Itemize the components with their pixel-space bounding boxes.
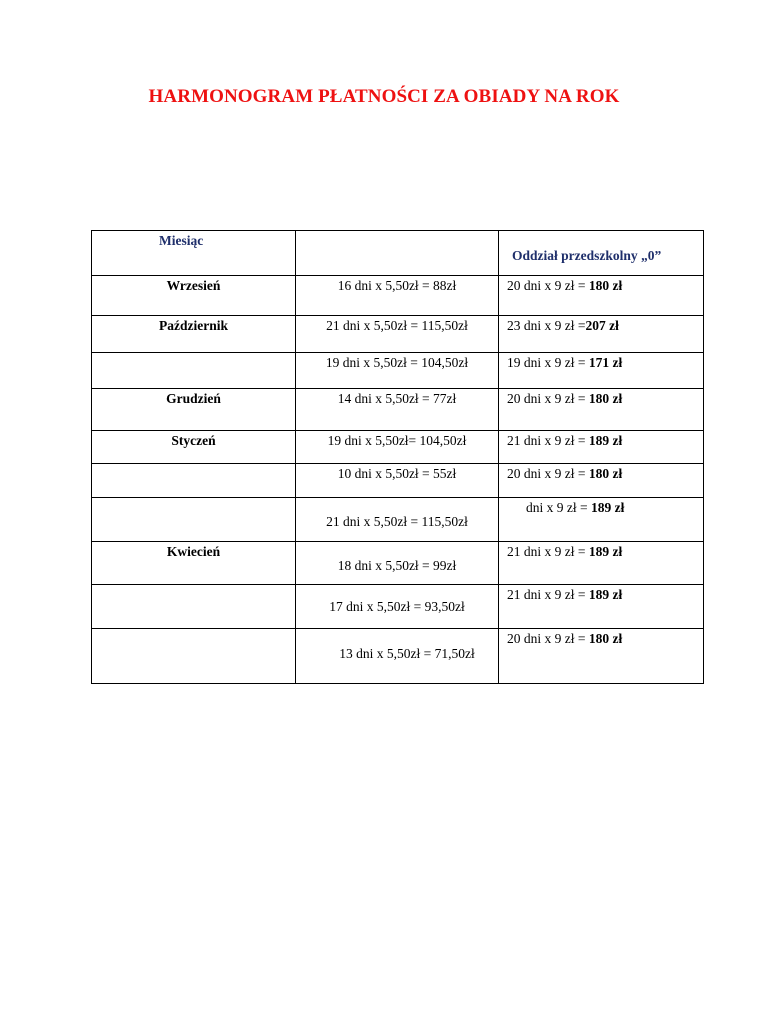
pay-cell [499, 629, 704, 684]
calc-cell: 21 dni x 5,50zł = 115,50zł [296, 498, 499, 542]
month-cell [92, 498, 296, 542]
calc-cell: 19 dni x 5,50zł= 104,50zł [296, 431, 499, 464]
pay-formula: 21 dni x 9 zł = [507, 433, 589, 448]
pay-cell [499, 542, 704, 585]
pay-formula: 21 dni x 9 zł = [507, 544, 589, 559]
month-cell [92, 629, 296, 684]
table-row [92, 389, 704, 431]
pay-cell [499, 464, 704, 498]
pay-cell [499, 276, 704, 316]
month-cell [92, 464, 296, 498]
pay-cell [499, 431, 704, 464]
header-calc [296, 231, 499, 276]
month-cell: Październik [92, 316, 296, 353]
pay-total: 180 zł [588, 391, 623, 406]
page-title: HARMONOGRAM PŁATNOŚCI ZA OBIADY NA ROK [148, 86, 620, 107]
table-header-row [92, 231, 704, 276]
payment-schedule-table [91, 230, 704, 684]
pay-formula: 23 dni x 9 zł = [507, 318, 586, 333]
header-group: Oddział przedszkolny „0” [499, 231, 704, 276]
month-cell: Wrzesień [92, 276, 296, 316]
table-row [92, 629, 704, 684]
calc-cell: 16 dni x 5,50zł = 88zł [296, 276, 499, 316]
calc-cell: 19 dni x 5,50zł = 104,50zł [296, 353, 499, 389]
pay-formula: 20 dni x 9 zł = [507, 391, 589, 406]
calc-cell: 14 dni x 5,50zł = 77zł [296, 389, 499, 431]
calc-cell: 17 dni x 5,50zł = 93,50zł [296, 585, 499, 629]
pay-formula: 20 dni x 9 zł = [507, 278, 589, 293]
month-cell: Kwiecień [92, 542, 296, 585]
month-cell [92, 585, 296, 629]
pay-cell [499, 316, 704, 353]
table-row [92, 464, 704, 498]
pay-total: 189 zł [588, 544, 623, 559]
pay-cell [499, 353, 704, 389]
pay-total: 207 zł [585, 318, 619, 333]
calc-cell: 18 dni x 5,50zł = 99zł [296, 542, 499, 585]
pay-total: 189 zł [588, 587, 623, 602]
pay-cell [499, 498, 704, 542]
table-row [92, 353, 704, 389]
month-cell [92, 353, 296, 389]
table-row [92, 585, 704, 629]
table-row [92, 431, 704, 464]
pay-cell [499, 389, 704, 431]
calc-cell: 21 dni x 5,50zł = 115,50zł [296, 316, 499, 353]
pay-total: 189 zł [590, 500, 625, 515]
pay-cell [499, 585, 704, 629]
calc-cell: 10 dni x 5,50zł = 55zł [296, 464, 499, 498]
calc-cell: 13 dni x 5,50zł = 71,50zł [296, 629, 499, 684]
pay-total: 171 zł [588, 355, 623, 370]
pay-total: 189 zł [588, 433, 623, 448]
pay-formula: 20 dni x 9 zł = [507, 631, 589, 646]
header-month: Miesiąc [92, 231, 296, 276]
pay-formula: 20 dni x 9 zł = [507, 466, 589, 481]
pay-total: 180 zł [588, 631, 623, 646]
table-row [92, 276, 704, 316]
pay-total: 180 zł [588, 278, 623, 293]
pay-formula: 21 dni x 9 zł = [507, 587, 589, 602]
pay-formula: 19 dni x 9 zł = [507, 355, 589, 370]
pay-total: 180 zł [588, 466, 623, 481]
pay-formula: dni x 9 zł = [526, 500, 591, 515]
month-cell: Styczeń [92, 431, 296, 464]
table-row [92, 542, 704, 585]
table-row [92, 498, 704, 542]
table-row [92, 316, 704, 353]
month-cell: Grudzień [92, 389, 296, 431]
